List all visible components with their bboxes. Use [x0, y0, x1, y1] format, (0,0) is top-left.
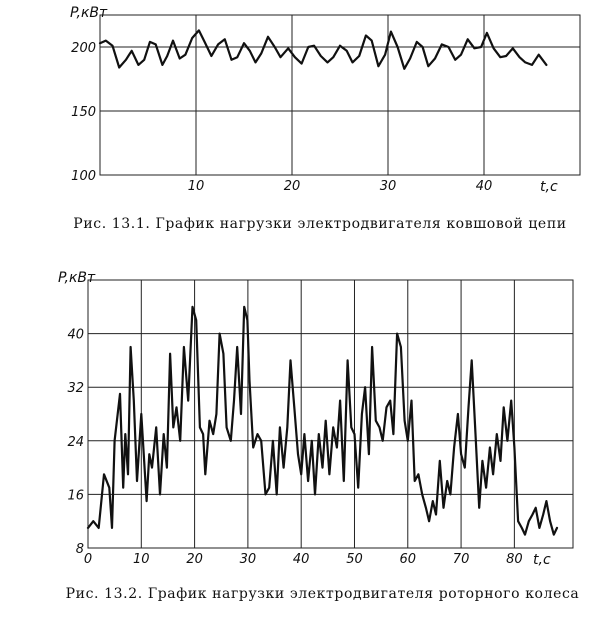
plot-frame: [88, 280, 573, 548]
y-tick-label: 150: [71, 105, 96, 120]
x-tick-label: 20: [283, 179, 301, 194]
y-tick-label: 32: [67, 381, 84, 397]
x-axis-label: t,c: [533, 552, 551, 568]
x-tick-label: 30: [239, 552, 257, 567]
y-axis-label: P,кВт: [70, 5, 108, 21]
x-tick-label: 0: [83, 552, 93, 567]
x-tick-label: 10: [133, 552, 150, 567]
y-tick-label: 8: [75, 542, 84, 557]
x-tick-label: 40: [292, 552, 310, 567]
chart-1: [70, 5, 580, 195]
x-tick-label: 70: [452, 552, 470, 567]
chart-2: [58, 270, 573, 568]
y-tick-label: 24: [67, 434, 84, 450]
y-tick-label: 100: [71, 169, 96, 184]
y-tick-label: 40: [67, 327, 84, 343]
x-tick-label: 80: [506, 552, 523, 567]
y-axis-label: P,кВт: [58, 270, 96, 286]
x-tick-label: 20: [186, 552, 203, 567]
y-tick-label: 200: [71, 41, 96, 56]
chart-1-caption: Рис. 13.1. График нагрузки электродвигателя ковшовой цепи: [73, 216, 567, 232]
x-tick-label: 50: [346, 552, 363, 567]
x-tick-label: 60: [399, 552, 417, 567]
plot-frame: [100, 15, 580, 175]
chart-2-caption: Рис. 13.2. График нагрузки электродвигателя роторного колеса: [65, 586, 580, 602]
load-series-line: [100, 30, 546, 68]
x-tick-label: 40: [475, 179, 493, 194]
x-axis-label: t,c: [540, 179, 558, 195]
x-tick-label: 10: [187, 179, 205, 194]
y-tick-label: 16: [67, 488, 84, 504]
x-tick-label: 30: [379, 179, 397, 194]
load-series-line: [88, 307, 557, 535]
